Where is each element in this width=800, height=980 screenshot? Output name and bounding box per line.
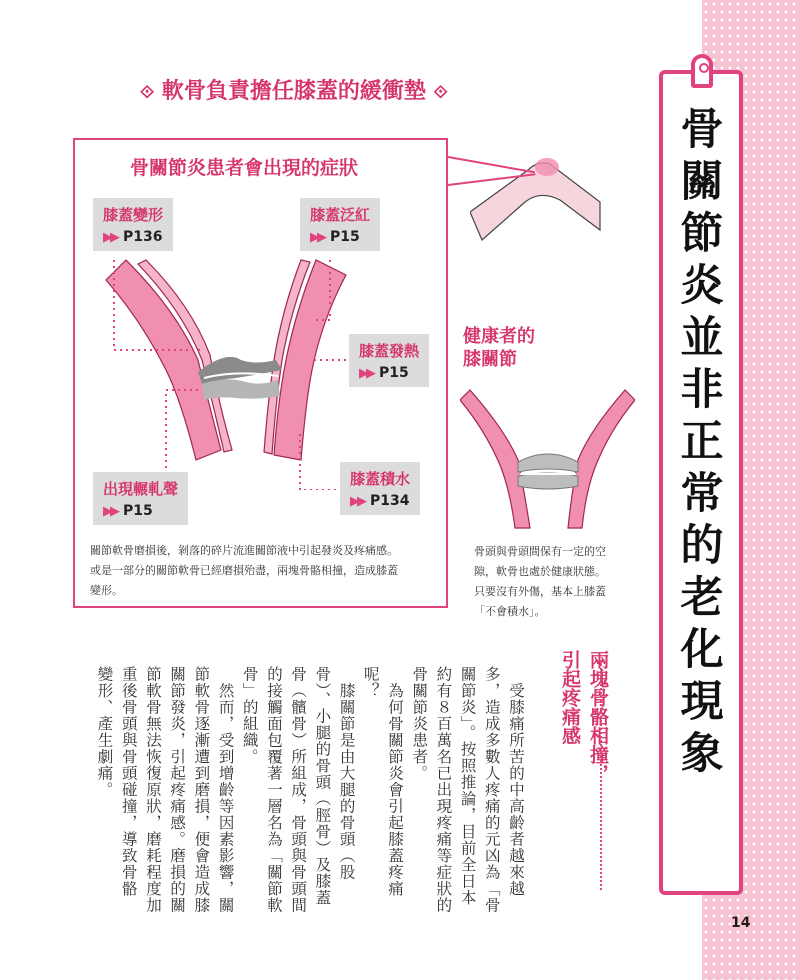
tag-knee-redness[interactable] (300, 198, 380, 251)
double-arrow-icon: ▶▶ (103, 504, 117, 519)
tag-title: 膝蓋泛紅 (310, 206, 371, 224)
tag-ref[interactable]: ▶▶ P15 (310, 229, 360, 245)
body-text: 受膝痛所苦的中高齡者越來越 多，造成多數人疼痛的元凶為「骨 關節炎」。按照推論，目前全日本 約有８百萬名已出現疼痛等症狀的 骨關節炎患者。 為何骨關節炎會引起膝蓋疼痛 呢？ 膝關節是由大腿的骨頭（股 骨）、小腿的骨頭（脛骨）及膝蓋 骨（髕骨）所組成，骨頭與骨頭間 的接觸面包覆著一層名為「關節軟 骨」的組織。 然而，受到增齡等因素影響，關 節軟骨逐漸遭到磨損，便會造成膝 關節發炎，引起疼痛感。磨損的關 節軟骨無法恢復原狀，磨耗程度加 重後骨頭與骨頭碰撞，導致骨骼 變形、產生劇痛。 (95, 666, 525, 914)
tag-ref[interactable]: ▶▶ P134 (350, 493, 410, 509)
tag-title: 出現輾軋聲 (103, 480, 179, 498)
tag-title: 膝蓋積水 (350, 470, 411, 488)
tag-knee-deformity[interactable] (93, 198, 173, 251)
bent-knee-illustration (470, 140, 610, 250)
diamond-right-icon: ⟐ (433, 82, 448, 103)
tag-ref[interactable]: ▶▶ P15 (359, 365, 409, 381)
symptoms-caption: 關節軟骨磨損後，剝落的碎片流進關節液中引起發炎及疼痛感。 或是一部分的關節軟骨已經磨損殆盡，兩塊骨骼相撞，造成膝蓋 變形。 (90, 544, 398, 597)
double-arrow-icon: ▶▶ (359, 366, 373, 381)
healthy-label: 健康者的 膝關節 (463, 326, 535, 370)
subheading-divider (600, 660, 602, 890)
double-arrow-icon: ▶▶ (310, 230, 324, 245)
subheading: 兩塊骨骼相撞， 引起疼痛感 (559, 650, 609, 783)
tag-knee-heat[interactable] (349, 334, 429, 387)
tag-title: 膝蓋發熱 (359, 342, 420, 360)
healthy-caption: 骨頭與骨頭間保有一定的空 隙，軟骨也處於健康狀態。 只要沒有外傷，基本上膝蓋 「不會積水」。 (474, 545, 606, 618)
page-number: 14 (731, 915, 751, 931)
tag-knee-effusion[interactable] (340, 462, 420, 515)
tag-grinding-sound[interactable] (93, 472, 188, 525)
section-heading-text: 軟骨負責擔任膝蓋的緩衝墊 (161, 79, 426, 104)
double-arrow-icon: ▶▶ (350, 494, 364, 509)
double-arrow-icon: ▶▶ (103, 230, 117, 245)
symptoms-heading: 骨關節炎患者會出現的症狀 (130, 157, 359, 179)
diamond-left-icon: ⟐ (140, 82, 155, 103)
healthy-joint-diagram (460, 380, 635, 530)
tag-ref[interactable]: ▶▶ P15 (103, 503, 153, 519)
tag-title: 膝蓋變形 (103, 206, 164, 224)
title-tag-icon (691, 54, 713, 88)
page-title: 骨關節炎並非正常的老化現象 (680, 105, 724, 779)
section-heading (140, 74, 448, 105)
tag-ref[interactable]: ▶▶ P136 (103, 229, 163, 245)
